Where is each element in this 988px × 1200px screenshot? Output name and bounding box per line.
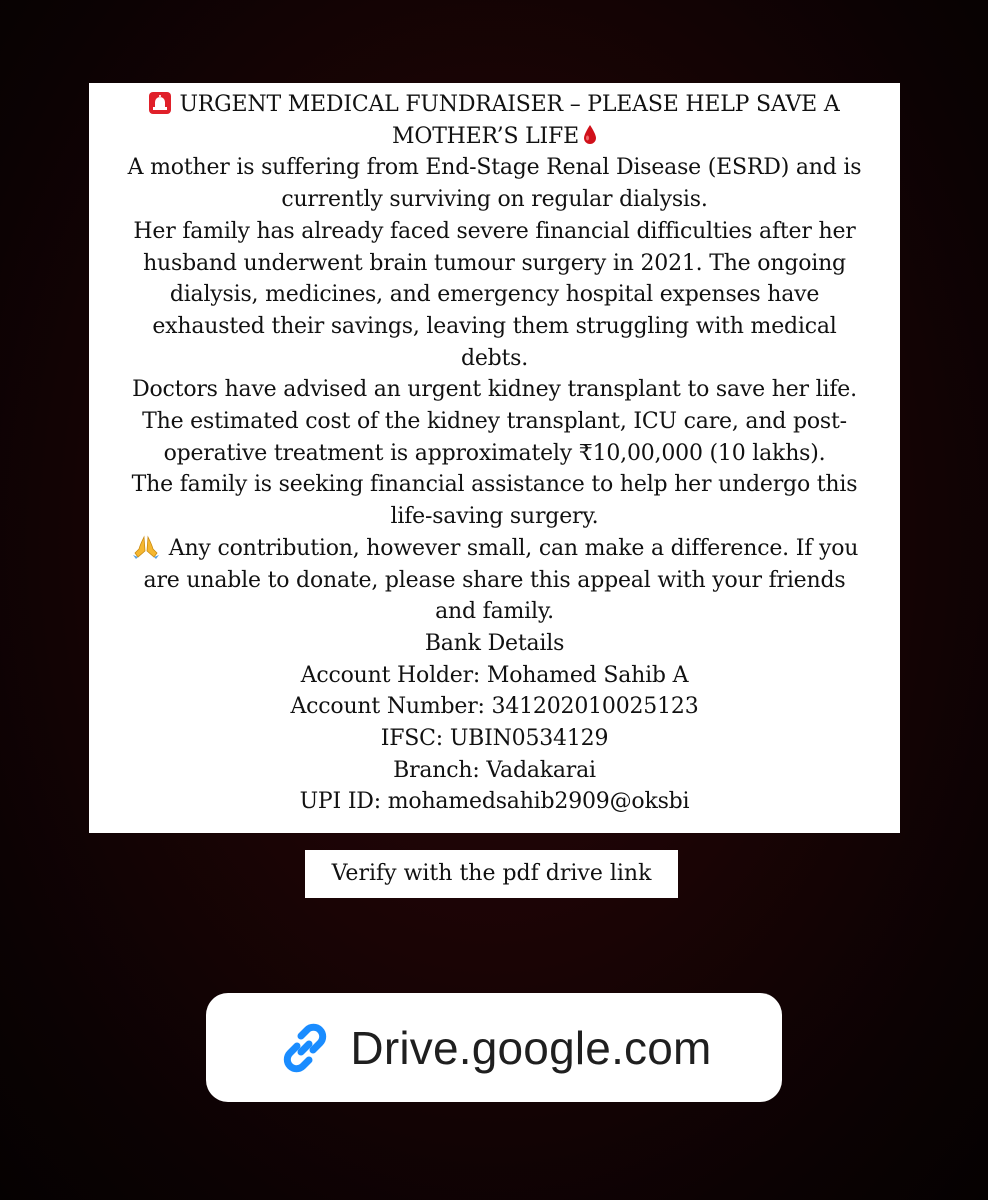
account-holder: Account Holder: Mohamed Sahib A xyxy=(300,662,689,688)
account-number: Account Number: 341202010025123 xyxy=(290,694,699,720)
folded-hands-icon xyxy=(131,535,161,559)
appeal-line-3: and family. xyxy=(435,599,554,625)
body-line: husband underwent brain tumour surgery in 2021. The ongoing xyxy=(143,250,846,276)
bank-details-heading: Bank Details xyxy=(424,630,565,656)
verify-caption: Verify with the pdf drive link xyxy=(305,850,678,898)
drive-link-sticker[interactable] xyxy=(206,993,782,1102)
siren-icon xyxy=(149,92,171,114)
drive-link-label[interactable]: Drive.google.com xyxy=(350,1021,712,1074)
body-line: exhausted their savings, leaving them struggling with medical xyxy=(152,313,837,339)
body-line: life-saving surgery. xyxy=(390,504,599,530)
body-line: operative treatment is approximately ₹10,00,000 (10 lakhs). xyxy=(163,440,826,466)
appeal-line-1: Any contribution, however small, can make a difference. If you xyxy=(97,533,892,565)
body-line: Her family has already faced severe financial difficulties after her xyxy=(133,218,856,244)
appeal-line-2: are unable to donate, please share this appeal with your friends xyxy=(143,567,846,593)
ifsc-code: IFSC: UBIN0534129 xyxy=(380,726,609,752)
body-line: dialysis, medicines, and emergency hospital expenses have xyxy=(169,282,820,308)
link-icon xyxy=(276,1019,334,1077)
body-line: The family is seeking financial assistance to help her undergo this xyxy=(131,472,858,498)
body-line: debts. xyxy=(460,345,529,371)
branch-name: Branch: Vadakarai xyxy=(393,757,596,783)
upi-id: UPI ID: mohamedsahib2909@oksbi xyxy=(299,789,690,815)
title-line-1: URGENT MEDICAL FUNDRAISER – PLEASE HELP SAVE A xyxy=(97,89,892,121)
body-line: currently surviving on regular dialysis. xyxy=(281,187,708,213)
fundraiser-text-card xyxy=(89,83,900,833)
body-line: The estimated cost of the kidney transplant, ICU care, and post- xyxy=(142,409,847,435)
body-line: A mother is suffering from End-Stage Renal Disease (ESRD) and is xyxy=(127,155,862,181)
body-line: Doctors have advised an urgent kidney transplant to save her life. xyxy=(132,377,857,403)
blood-drop-icon xyxy=(583,124,597,146)
title-line-2: MOTHER’S LIFE xyxy=(97,121,892,153)
